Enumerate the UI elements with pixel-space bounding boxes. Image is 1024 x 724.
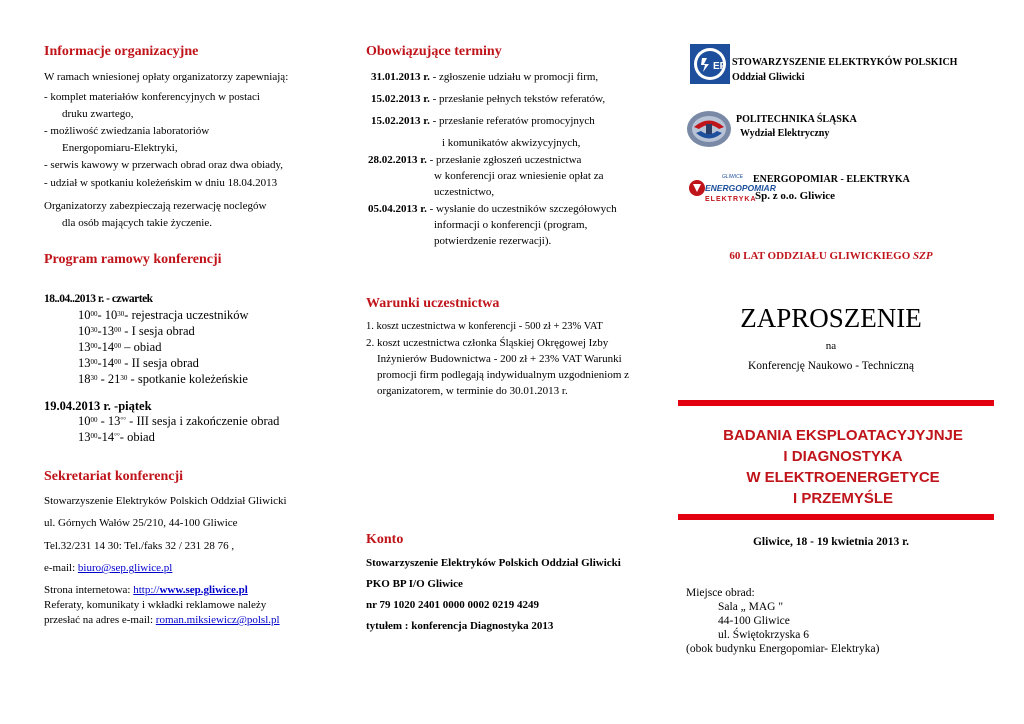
venue-note: (obok budynku Energopomiar- Elektryka) <box>686 643 880 655</box>
term-continuation: uczestnictwo, <box>434 186 495 198</box>
org-item: - możliwość zwiedzania laboratoriów <box>44 125 210 137</box>
anniversary-italic: SZP <box>913 250 933 262</box>
term-row <box>371 114 595 128</box>
account-number: nr 79 1020 2401 0000 0002 0219 4249 <box>366 599 540 611</box>
org-note: dla osób mających takie życzenie. <box>62 217 212 229</box>
time-to-minute: 30 <box>117 310 125 318</box>
secretariat-email-row <box>44 561 172 575</box>
invitation-title: ZAPROSZENIE <box>740 303 922 333</box>
schedule-activity: - II sesja obrad <box>121 356 199 370</box>
org2-name: POLITECHNIKA ŚLĄSKA <box>736 114 857 125</box>
day1-title: 18..04..2013 r. - czwartek <box>44 293 153 305</box>
program-heading: Program ramowy konferencji <box>44 252 222 267</box>
time-from-minute: 30 <box>90 326 98 334</box>
papers-email-row <box>44 613 280 627</box>
condition-2-line: promocji firm podlegają indywidualnym uzgodnieniom z <box>377 369 630 381</box>
secretariat-name: Stowarzyszenie Elektryków Polskich Oddział Gliwicki <box>44 495 287 507</box>
conference-title-line: I PRZEMYŚLE <box>792 490 893 507</box>
term-continuation: w konferencji oraz wniesienie opłat za <box>434 170 604 182</box>
secretariat-phone: Tel.32/231 14 30: Tel./faks 32 / 231 28 76 , <box>44 540 235 552</box>
schedule-activity: – obiad <box>121 340 162 354</box>
term-row <box>371 70 598 84</box>
time-from-minute: 00 <box>90 358 98 366</box>
terms-heading: Obowiązujące terminy <box>366 44 502 59</box>
time-from-minute: 00 <box>90 416 98 424</box>
conditions-heading: Warunki uczestnictwa <box>366 296 500 311</box>
time-to-minute: 00 <box>114 358 122 366</box>
org1-name: STOWARZYSZENIE ELEKTRYKÓW POLSKICH <box>732 57 958 68</box>
org-item: - komplet materiałów konferencyjnych w postaci <box>44 91 260 103</box>
term-text: - przesłanie zgłoszeń uczestnictwa <box>426 154 582 166</box>
term-row <box>368 202 617 216</box>
time-to-hour: -14 <box>97 340 115 354</box>
schedule-row <box>78 413 279 429</box>
column-organizational <box>44 0 334 724</box>
red-divider-bottom <box>678 514 994 520</box>
venue-line: Sala „ MAG " <box>718 601 784 613</box>
conference-title-line: I DIAGNOSTYKA <box>783 448 903 465</box>
org2-sub: Wydział Elektryczny <box>740 128 830 139</box>
term-date: 15.02.2013 r. <box>371 93 430 105</box>
org-note: Organizatorzy zabezpieczają rezerwację noclegów <box>44 200 267 212</box>
schedule-activity: - rejestracja uczestników <box>124 308 249 322</box>
org1-sub: Oddział Gliwicki <box>732 72 805 83</box>
venue-line: 44-100 Gliwice <box>718 615 790 627</box>
venue-label: Miejsce obrad: <box>686 587 755 599</box>
time-from-minute: 30 <box>90 374 98 382</box>
secretariat-heading: Sekretariat konferencji <box>44 469 184 484</box>
schedule-row <box>78 355 199 371</box>
time-to-hour: - 13 <box>97 414 121 428</box>
org-heading: Informacje organizacyjne <box>44 44 199 59</box>
time-to-minute: 30 <box>120 374 128 382</box>
time-to-minute: °° <box>120 416 127 424</box>
account-bank: PKO BP I/O Gliwice <box>366 578 463 590</box>
schedule-row <box>78 429 155 445</box>
logo3-brand-text: ENERGOPOMIAR <box>705 183 776 193</box>
org-item: druku zwartego, <box>62 108 134 120</box>
term-continuation: informacji o konferencji (program, <box>434 219 588 231</box>
papers-note: Referaty, komunikaty i wkładki reklamowe należy <box>44 599 267 611</box>
logo3-small-text: GLIWICE <box>722 174 744 180</box>
condition-2-line: 2. koszt uczestnictwa członka Śląskiej Okręgowej Izby <box>366 337 609 349</box>
schedule-activity: - spotkanie koleżeńskie <box>127 372 248 386</box>
org3-sub: Sp. z o.o. Gliwice <box>755 190 836 202</box>
schedule-activity: - obiad <box>119 430 155 444</box>
time-from-hour: 13 <box>78 356 91 370</box>
time-to-minute: 00 <box>114 342 122 350</box>
time-from-hour: 18 <box>78 372 91 386</box>
term-date: 31.01.2013 r. <box>371 71 430 83</box>
term-date: 15.02.2013 r. <box>371 115 430 127</box>
sep-logo-icon <box>690 44 730 84</box>
red-divider-top <box>678 400 994 406</box>
time-from-minute: 00 <box>90 342 98 350</box>
account-title: tytułem : konferencja Diagnostyka 2013 <box>366 620 554 632</box>
svg-text:EP: EP <box>713 61 727 72</box>
condition-1: 1. koszt uczestnictwa w konferencji - 500 zł + 23% VAT <box>366 321 603 332</box>
date-place: Gliwice, 18 - 19 kwietnia 2013 r. <box>752 536 910 548</box>
time-to-hour: -13 <box>97 324 115 338</box>
time-from-hour: 13 <box>78 430 91 444</box>
term-continuation: i komunikatów akwizycyjnych, <box>442 137 581 149</box>
column-invitation <box>678 0 1008 724</box>
time-to-hour: -14 <box>97 356 115 370</box>
day2-title: 19.04.2013 r. -piątek <box>44 399 152 413</box>
account-heading: Konto <box>366 532 404 547</box>
schedule-row <box>78 323 195 339</box>
website-domain: www.sep.gliwice.pl <box>159 584 248 596</box>
time-from-hour: 10 <box>78 324 91 338</box>
conference-type: Konferencję Naukowo - Techniczną <box>748 360 914 372</box>
time-from-minute: 00 <box>90 432 98 440</box>
papers-email-link[interactable]: roman.miksiewicz@polsl.pl <box>155 614 280 626</box>
term-text: - przesłanie referatów promocyjnych <box>429 115 595 127</box>
website-prefix: http:// <box>133 584 160 596</box>
org-intro: W ramach wniesionej opłaty organizatorzy zapewniają: <box>44 71 289 83</box>
term-row <box>368 153 581 167</box>
schedule-activity: - I sesja obrad <box>121 324 195 338</box>
org-item: - serwis kawowy w przerwach obrad oraz dwa obiady, <box>44 159 284 171</box>
conference-title-line: W ELEKTROENERGETYCE <box>746 469 940 486</box>
schedule-row <box>78 307 249 323</box>
org-item: - udział w spotkaniu koleżeńskim w dniu 18.04.2013 <box>44 177 278 189</box>
conference-title-line: BADANIA EKSPLOATACYJYJNJE <box>723 427 963 444</box>
time-to-hour: - 21 <box>97 372 121 386</box>
email-link[interactable]: biuro@sep.gliwice.pl <box>77 562 173 574</box>
time-to-hour: -14 <box>97 430 115 444</box>
term-row <box>371 92 605 106</box>
papers-email-label: przesłać na adres e-mail: <box>44 614 156 626</box>
org-item: Energopomiaru-Elektryki, <box>62 142 178 154</box>
schedule-row <box>78 339 161 355</box>
term-date: 28.02.2013 r. <box>368 154 427 166</box>
website-link[interactable] <box>133 584 248 596</box>
schedule-row <box>78 371 248 387</box>
email-label: e-mail: <box>44 562 78 574</box>
term-text: - wysłanie do uczestników szczegółowych <box>426 203 617 215</box>
org3-name: ENERGOPOMIAR - ELEKTRYKA <box>753 174 910 185</box>
term-text: - przesłanie pełnych tekstów referatów, <box>429 93 606 105</box>
website-label: Strona internetowa: <box>44 584 134 596</box>
account-name: Stowarzyszenie Elektryków Polskich Oddział Gliwicki <box>366 557 621 569</box>
term-text: - zgłoszenie udziału w promocji firm, <box>429 71 599 83</box>
anniversary-line <box>666 250 996 262</box>
energopomiar-logo-icon <box>688 172 776 206</box>
term-continuation: potwierdzenie rezerwacji). <box>434 235 552 247</box>
venue-line: ul. Świętokrzyska 6 <box>718 629 810 641</box>
logo3-sub-text: ELEKTRYKA <box>705 196 757 203</box>
website-row <box>44 583 248 597</box>
secretariat-address: ul. Górnych Wałów 25/210, 44-100 Gliwice <box>44 517 238 529</box>
invitation-na: na <box>825 340 837 352</box>
term-date: 05.04.2013 r. <box>368 203 427 215</box>
condition-2-line: Inżynierów Budownictwa - 200 zł + 23% VAT Warunki <box>377 353 622 365</box>
column-terms <box>366 0 666 724</box>
condition-2-line: organizatorem, w terminie do 30.01.2013 r. <box>377 385 568 397</box>
time-from-hour: 13 <box>78 340 91 354</box>
time-from-hour: 10 <box>78 308 91 322</box>
schedule-activity: - III sesja i zakończenie obrad <box>126 414 280 428</box>
time-to-minute: °° <box>114 432 120 440</box>
time-from-hour: 10 <box>78 414 91 428</box>
politechnika-logo-icon <box>686 110 732 148</box>
time-to-hour: - 10 <box>97 308 118 322</box>
time-from-minute: 00 <box>90 310 98 318</box>
anniversary-text: 60 LAT ODDZIAŁU GLIWICKIEGO <box>729 250 913 262</box>
time-to-minute: 00 <box>114 326 122 334</box>
